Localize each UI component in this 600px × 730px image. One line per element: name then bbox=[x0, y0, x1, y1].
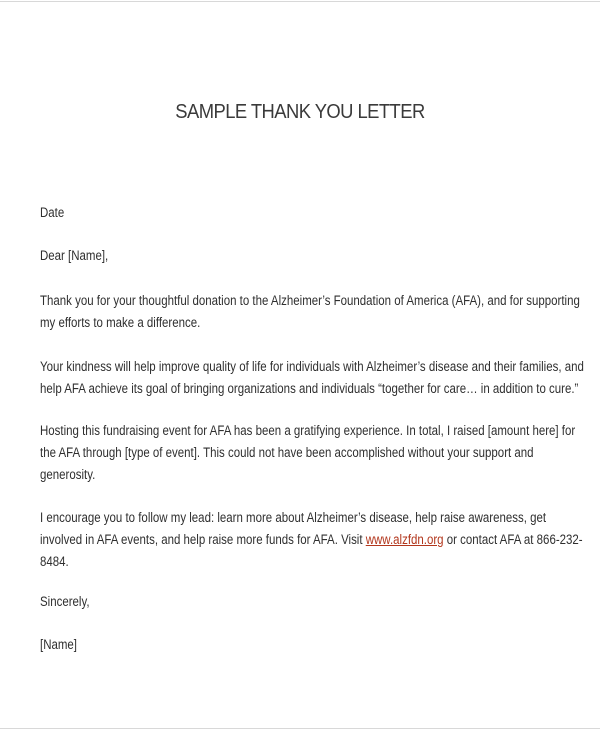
paragraph-text: involved in AFA events, and help raise more funds for AFA. Visit bbox=[40, 532, 366, 547]
date-line bbox=[40, 202, 516, 224]
salutation-text: Dear [Name], bbox=[40, 248, 109, 263]
date-text: Date bbox=[40, 205, 65, 220]
paragraph-line: 8484. bbox=[40, 554, 69, 569]
paragraph-line: Thank you for your thoughtful donation to the Alzheimer’s Foundation of America (AFA), and for supporting bbox=[40, 293, 580, 308]
paragraph-line: Hosting this fundraising event for AFA has been a gratifying experience. In total, I raised [amount here] for bbox=[40, 423, 576, 438]
closing-text: Sincerely, bbox=[40, 594, 90, 609]
signature bbox=[40, 634, 516, 656]
page-title: SAMPLE THANK YOU LETTER bbox=[175, 101, 425, 123]
paragraph-line: help AFA achieve its goal of bringing organizations and individuals “together for care… in addition to cure.” bbox=[40, 381, 579, 396]
paragraph-line: Your kindness will help improve quality of life for individuals with Alzheimer’s disease and their families, and bbox=[40, 359, 584, 374]
signature-text: [Name] bbox=[40, 637, 77, 652]
website-link[interactable]: www.alzfdn.org bbox=[365, 532, 444, 547]
paragraph-text: or contact AFA at 866-232- bbox=[443, 532, 583, 547]
closing bbox=[40, 591, 516, 613]
paragraph-line-with-link bbox=[40, 529, 583, 551]
paragraph-line: my efforts to make a difference. bbox=[40, 315, 201, 330]
paragraph-donation-thanks bbox=[40, 290, 580, 334]
paragraph-encouragement bbox=[40, 507, 583, 573]
paragraph-kindness bbox=[40, 356, 584, 400]
bottom-divider bbox=[0, 728, 600, 729]
top-divider bbox=[0, 1, 600, 2]
salutation bbox=[40, 245, 516, 267]
paragraph-line: the AFA through [type of event]. This could not have been accomplished without your support and bbox=[40, 445, 534, 460]
paragraph-fundraising bbox=[40, 420, 576, 486]
paragraph-line: generosity. bbox=[40, 467, 96, 482]
paragraph-line: I encourage you to follow my lead: learn more about Alzheimer’s disease, help raise awareness, get bbox=[40, 510, 547, 525]
